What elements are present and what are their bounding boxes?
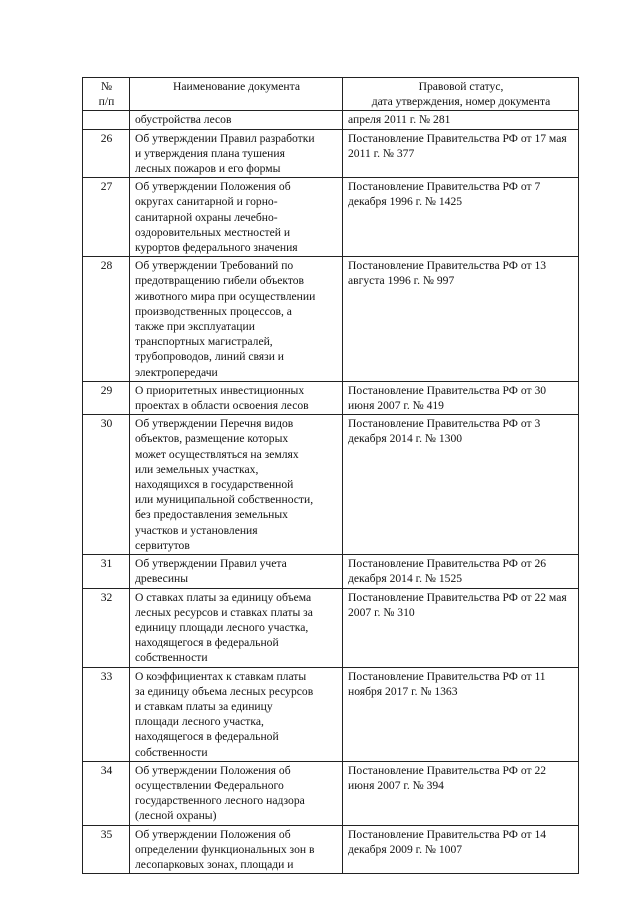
document-name-cell	[130, 381, 343, 414]
legal-status-cell	[343, 555, 579, 588]
row-number: 27	[83, 178, 130, 257]
header-number-line: п/п	[98, 95, 115, 109]
document-name-line: Об утверждении Положения об	[135, 763, 291, 777]
document-name-line: Об утверждении Правил учета	[135, 557, 287, 571]
legal-status-line: Постановление Правительства РФ от 22 мая	[348, 590, 567, 604]
legal-status-cell	[343, 667, 579, 761]
row-number: 31	[83, 555, 130, 588]
legal-status-line: Постановление Правительства РФ от 30	[348, 383, 547, 397]
legal-status-line: Постановление Правительства РФ от 7	[348, 180, 541, 194]
header-document-name	[130, 78, 343, 111]
document-name-line: Об утверждении Требований по	[135, 259, 294, 273]
legal-status-line: Постановление Правительства РФ от 11	[348, 669, 546, 683]
table-header-row	[83, 78, 579, 111]
table-row	[83, 178, 579, 257]
document-name-line: обустройства лесов	[135, 113, 232, 127]
row-number	[83, 111, 130, 129]
document-name-line: производственных процессов, а	[135, 304, 292, 318]
document-name-line: осуществлении Федерального	[135, 778, 284, 792]
document-name-line: также при эксплуатации	[135, 320, 255, 334]
header-status-line: дата утверждения, номер документа	[371, 95, 551, 109]
document-name-line: или муниципальной собственности,	[135, 493, 314, 507]
header-number-line: №	[100, 80, 113, 93]
document-name-cell	[130, 178, 343, 257]
legal-status-line: Постановление Правительства РФ от 13	[348, 259, 547, 273]
document-name-line: проектах в области освоения лесов	[135, 399, 309, 413]
legal-status-cell	[343, 761, 579, 825]
document-name-line: государственного лесного надзора	[135, 794, 305, 808]
header-legal-status	[343, 78, 579, 111]
document-name-cell	[130, 111, 343, 129]
legal-status-cell	[343, 588, 579, 667]
document-name-line: объектов, размещение которых	[135, 432, 289, 446]
row-number: 30	[83, 415, 130, 555]
legal-documents-table	[82, 77, 579, 874]
header-number	[83, 78, 130, 111]
document-name-line: курортов федерального значения	[135, 241, 298, 255]
header-status-line: Правовой статус,	[418, 80, 504, 93]
document-name-line: находящегося в федеральной	[135, 636, 279, 650]
document-name-line: О ставках платы за единицу объема	[135, 590, 312, 604]
document-name-line: и утверждения плана тушения	[135, 146, 285, 160]
document-name-line: лесных ресурсов и ставках платы за	[135, 605, 313, 619]
legal-status-line: Постановление Правительства РФ от 26	[348, 557, 547, 571]
document-name-line: Об утверждении Правил разработки	[135, 131, 315, 145]
legal-status-line: декабря 1996 г. № 1425	[348, 195, 463, 209]
legal-status-line: Постановление Правительства РФ от 22	[348, 763, 547, 777]
document-name-cell	[130, 129, 343, 178]
document-name-line: лесопарковых зонах, площади и	[135, 857, 294, 871]
document-name-cell	[130, 588, 343, 667]
document-name-line: Об утверждении Положения об	[135, 827, 291, 841]
legal-status-line: 2011 г. № 377	[348, 146, 415, 160]
table-row	[83, 381, 579, 414]
document-name-line: Об утверждении Положения об	[135, 180, 291, 194]
document-name-line: находящихся в государственной	[135, 478, 294, 492]
document-name-line: санитарной охраны лечебно-	[135, 210, 278, 224]
legal-status-line: Постановление Правительства РФ от 17 мая	[348, 131, 567, 145]
document-name-cell	[130, 825, 343, 874]
document-name-line: транспортных магистралей,	[135, 335, 273, 349]
row-number: 28	[83, 257, 130, 382]
row-number: 26	[83, 129, 130, 178]
table-row	[83, 588, 579, 667]
legal-status-line: ноября 2017 г. № 1363	[348, 684, 458, 698]
document-name-line: предотвращению гибели объектов	[135, 274, 305, 288]
legal-status-line: 2007 г. № 310	[348, 605, 415, 619]
row-number: 32	[83, 588, 130, 667]
table-row	[83, 761, 579, 825]
document-name-line: О коэффициентах к ставкам платы	[135, 669, 307, 683]
legal-status-cell	[343, 178, 579, 257]
document-name-line: находящегося в федеральной	[135, 730, 279, 744]
legal-status-cell	[343, 129, 579, 178]
table-row	[83, 415, 579, 555]
legal-status-line: апреля 2011 г. № 281	[348, 113, 451, 127]
document-name-line: животного мира при осуществлении	[135, 289, 316, 303]
table-row	[83, 257, 579, 382]
document-name-line: определении функциональных зон в	[135, 842, 315, 856]
document-name-line: трубопроводов, линий связи и	[135, 350, 285, 364]
document-name-line: собственности	[135, 745, 208, 759]
legal-status-line: августа 1996 г. № 997	[348, 274, 455, 288]
document-name-line: площади лесного участка,	[135, 715, 264, 729]
legal-status-line: декабря 2014 г. № 1525	[348, 572, 463, 586]
legal-status-cell	[343, 257, 579, 382]
legal-status-cell	[343, 825, 579, 874]
document-name-line: без предоставления земельных	[135, 508, 288, 522]
document-name-line: Об утверждении Перечня видов	[135, 417, 294, 431]
document-name-cell	[130, 257, 343, 382]
table-row	[83, 825, 579, 874]
header-name-line: Наименование документа	[173, 80, 300, 93]
table-row	[83, 667, 579, 761]
document-name-line: или земельных участках,	[135, 462, 259, 476]
legal-status-line: июня 2007 г. № 419	[348, 399, 444, 413]
legal-status-line: июня 2007 г. № 394	[348, 778, 444, 792]
legal-status-cell	[343, 415, 579, 555]
table-row	[83, 129, 579, 178]
document-name-line: электропередачи	[135, 365, 218, 379]
table-row	[83, 111, 579, 129]
document-name-cell	[130, 415, 343, 555]
legal-status-line: декабря 2009 г. № 1007	[348, 842, 463, 856]
document-name-cell	[130, 555, 343, 588]
document-name-line: и ставкам платы за единицу	[135, 699, 273, 713]
document-name-line: участков и установления	[135, 523, 258, 537]
document-name-line: округах санитарной и горно-	[135, 195, 278, 209]
document-name-line: собственности	[135, 651, 208, 665]
document-name-line: древесины	[135, 572, 189, 586]
row-number: 34	[83, 761, 130, 825]
document-name-line: О приоритетных инвестиционных	[135, 383, 305, 397]
legal-status-cell	[343, 111, 579, 129]
document-name-cell	[130, 761, 343, 825]
document-name-cell	[130, 667, 343, 761]
document-name-line: может осуществляться на землях	[135, 447, 299, 461]
row-number: 35	[83, 825, 130, 874]
document-name-line: оздоровительных местностей и	[135, 225, 291, 239]
row-number: 33	[83, 667, 130, 761]
table-row	[83, 555, 579, 588]
legal-status-line: Постановление Правительства РФ от 14	[348, 827, 547, 841]
document-name-line: за единицу объема лесных ресурсов	[135, 684, 314, 698]
table-body	[83, 111, 579, 874]
document-name-line: единицу площади лесного участка,	[135, 620, 309, 634]
row-number: 29	[83, 381, 130, 414]
document-name-line: лесных пожаров и его формы	[135, 162, 281, 176]
legal-status-line: Постановление Правительства РФ от 3	[348, 417, 541, 431]
legal-status-cell	[343, 381, 579, 414]
legal-status-line: декабря 2014 г. № 1300	[348, 432, 463, 446]
document-name-line: сервитутов	[135, 538, 190, 552]
document-name-line: (лесной охраны)	[135, 809, 217, 823]
